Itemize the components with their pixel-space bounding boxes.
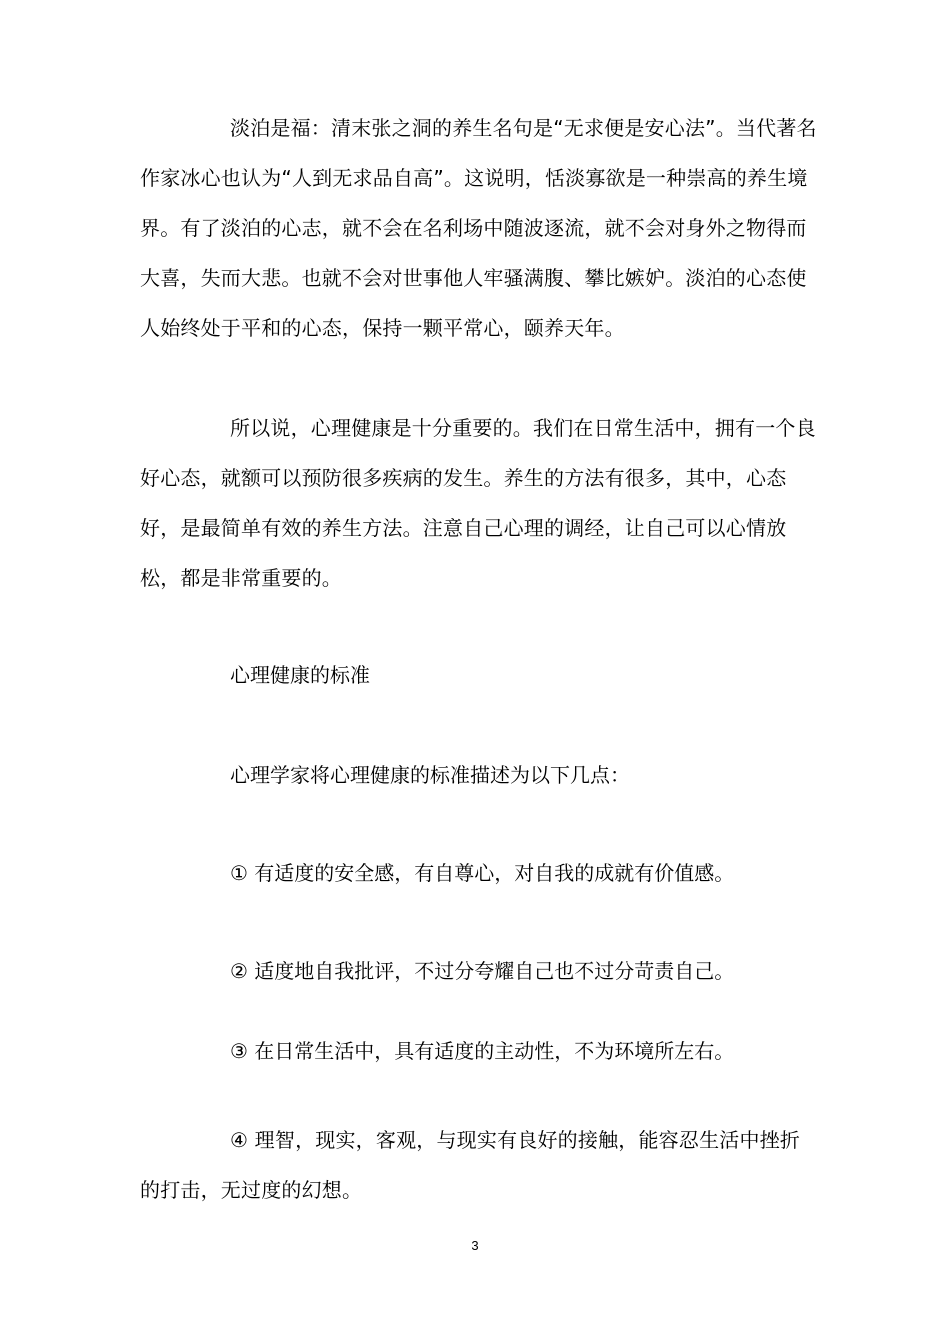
standard-point-2: ② 适度地自我批评，不过分夸耀自己也不过分苛责自己。 bbox=[230, 959, 735, 983]
standard-point-4: ④ 理智，现实，客观，与现实有良好的接触，能容忍生活中挫折的打击，无过度的幻想。 bbox=[140, 1128, 801, 1202]
section-heading: 心理健康的标准 bbox=[230, 663, 370, 687]
standards-intro: 心理学家将心理健康的标准描述为以下几点： bbox=[230, 763, 630, 787]
page-number: 3 bbox=[471, 1238, 479, 1253]
paragraph-tranquility: 淡泊是福：清末张之洞的养生名句是“无求便是安心法”。当代著名作家冰心也认为“人到无求品自高”。这说明，恬淡寡欲是一种崇高的养生境界。有了淡泊的心志，就不会在名利场中随波逐流，就不会对身外之物得而大喜，失而大悲。也就不会对世事他人牢骚满腹、攀比嫉妒。淡泊的心态使人始终处于平和的心态，保持一颗平常心，颐养天年。 bbox=[140, 116, 817, 340]
standard-point-1: ① 有适度的安全感，有自尊心，对自我的成就有价值感。 bbox=[230, 861, 735, 885]
paragraph-mental-health-importance: 所以说，心理健康是十分重要的。我们在日常生活中，拥有一个良好心态，就额可以预防很多疾病的发生。养生的方法有很多，其中，心态好，是最简单有效的养生方法。注意自己心理的调经，让自己可以心情放松，都是非常重要的。 bbox=[140, 416, 816, 590]
standard-point-3: ③ 在日常生活中，具有适度的主动性，不为环境所左右。 bbox=[230, 1039, 735, 1063]
